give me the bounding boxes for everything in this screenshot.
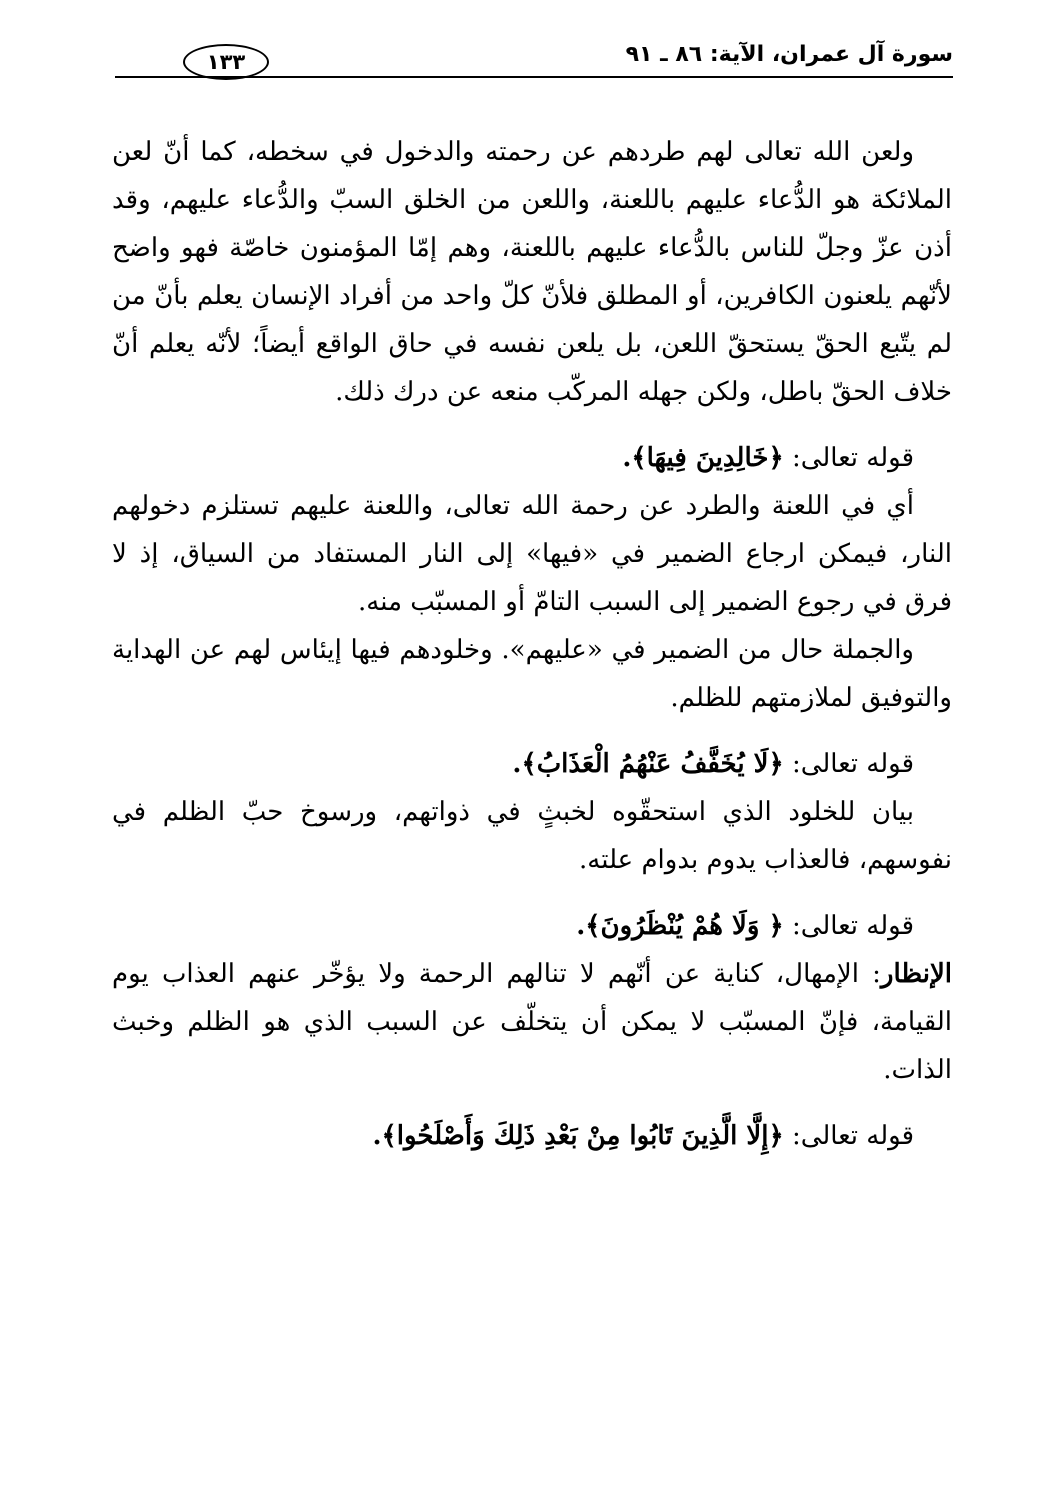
verse-heading-label: قوله تعالى:: [783, 749, 914, 779]
paragraph-respite-definition: [112, 950, 952, 1094]
verse-quote: ﴿لَا يُخَفَّفُ عَنْهُمُ الْعَذَابُ﴾.: [512, 749, 784, 779]
verse-heading-yunzarun: [112, 902, 952, 950]
page-number: ١٣٣: [183, 44, 269, 80]
verse-quote: ﴿خَالِدِينَ فِيهَا﴾.: [622, 443, 784, 473]
defined-term: الإنظار: [880, 959, 952, 989]
verse-heading-la-yukhaffaf: [112, 740, 952, 788]
paragraph-eternity-explanation: بيان للخلود الذي استحقّوه لخبثٍ في ذواتهم، ورسوخ حبّ الظلم في نفوسهم، فالعذاب يدوم بدوام علته.: [112, 797, 952, 875]
page-header: [115, 38, 953, 86]
header-rule: [115, 76, 953, 78]
verse-quote: ﴿ وَلَا هُمْ يُنْظَرُونَ﴾.: [576, 911, 784, 941]
paragraph-hal-clause: والجملة حال من الضمير في «عليهم». وخلودهم فيها إيئاس لهم عن الهداية والتوفيق لملازمتهم للظلم.: [112, 635, 952, 713]
definition-text: : الإمهال، كناية عن أنّهم لا تنالهم الرحمة ولا يؤخّر عنهم العذاب يوم القيامة، فإنّ المسبّب لا يمكن أن يتخلّف عن السبب الذي هو الظلم وخبث الذات.: [112, 959, 952, 1085]
paragraph-fiha-explanation: أي في اللعنة والطرد عن رحمة الله تعالى، واللعنة عليهم تستلزم دخولهم النار، فيمكن ارجاع الضمير في «فيها» إلى النار المستفاد من السياق، إذ لا فرق في رجوع الضمير إلى السبب التامّ أو المسبّب منه.: [112, 491, 952, 617]
verse-heading-khalidin: [112, 434, 952, 482]
surah-verse-title: سورة آل عمران، الآية: ٨٦ ـ ٩١: [625, 42, 953, 67]
verse-heading-label: قوله تعالى:: [783, 443, 914, 473]
page-body: [112, 128, 952, 1160]
verse-heading-label: قوله تعالى:: [783, 1121, 914, 1151]
verse-quote: ﴿إِلَّا الَّذِينَ تَابُوا مِنْ بَعْدِ ذَلِكَ وَأَصْلَحُوا﴾.: [372, 1121, 784, 1151]
verse-heading-label: قوله تعالى:: [783, 911, 914, 941]
verse-heading-illa-alladhina: [112, 1112, 952, 1160]
paragraph-curse-meaning: ولعن الله تعالى لهم طردهم عن رحمته والدخول في سخطه، كما أنّ لعن الملائكة هو الدُّعاء عليهم باللعنة، واللعن من الخلق السبّ والدُّعاء عليهم، وقد أذن عزّ وجلّ للناس بالدُّعاء عليهم باللعنة، وهم إمّا المؤمنون خاصّة فهو واضح لأنّهم يلعنون الكافرين، أو المطلق فلأنّ كلّ واحد من أفراد الإنسان يعلم بأنّ من لم يتّبع الحقّ يستحقّ اللعن، بل يلعن نفسه في حاق الواقع أيضاً؛ لأنّه يعلم أنّ خلاف الحقّ باطل، ولكن جهله المركّب منعه عن درك ذلك.: [112, 137, 952, 407]
